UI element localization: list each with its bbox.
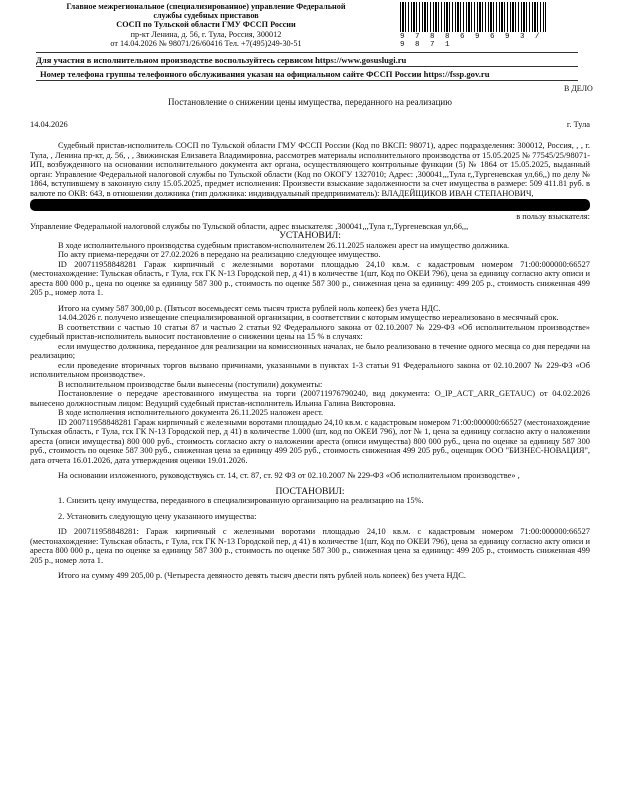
document-body: [30, 98, 590, 581]
paragraph: В соответствии с частью 10 статьи 87 и частью 2 статьи 92 Федерального закона от 02.10.2007 № 229-ФЗ «Об исполнительном производстве» судебный пристав-исполнитель выносит постановление о снижении цены на 15 % в случаях:: [30, 322, 590, 341]
paragraph: 2. Установить следующую цену указанного имущества:: [58, 511, 257, 521]
paragraph: В исполнительном производстве были вынесены (поступили) документы:: [58, 379, 323, 389]
org-line-1: Главное межрегиональное (специализированное) управление Федеральной: [66, 2, 346, 11]
ustanovil-heading: УСТАНОВИЛ:: [279, 230, 341, 241]
redaction-bar: [30, 199, 590, 211]
paragraph: ID 200711958848281 Гараж кирпичный с железными воротами площадью 24,10 кв.м. с кадастровым номером 71:00:000000:66527 (местонахождение: Тульская область, г Тула, гск ГК N-13 Городской пер, д 41) в количестве 1(шт, Код по ОКЕИ 796), цена за единицу согласно акту описи и ареста 800 000 р., цена по оценке за единицу 587 300 р., стоимость по оценке 587 300 р., сниженная цена за единицу: 499 205 р., стоимость сниженная 499 205 р., номер лота 1.: [30, 259, 590, 297]
phone-line: Номер телефона группы телефонного обслуживания указан на официальном сайте ФССП России https://fssp.gov.ru: [40, 69, 490, 79]
v-delo: В ДЕЛО: [564, 84, 593, 93]
barcode-number: 9 7 8 8 6 9 6 9 3 / 9 8 7 1: [400, 33, 543, 49]
barcode-bars: [400, 2, 546, 32]
document-title: Постановление о снижении цены имущества, переданного на реализацию: [168, 97, 452, 107]
divider: [36, 52, 578, 53]
doc-reg-line: от 14.04.2026 № 98071/26/60416 Тел. +7(495)249-30-51: [110, 38, 302, 48]
intro-paragraph: Судебный пристав-исполнитель СОСП по Тульской области ГМУ ФССП России (Код по ВКСП: 98071), адрес подразделения: 300012, Россия, , , г. Тула, , Ленина пр-кт, д. 56, , , Звижинская Елизавета Владимировна, рассмотрев материалы исполнительного производства от 15.05.2025 № 77545/25/98071-ИП, возбужденного на основании исполнительного документа акт органа, осуществляющего контрольные функции (5) № 1864 от 15.05.2025, выданный орган: Управление Федеральной налоговой службы по Тульской области (Код по ОКОГУ 1327010; Адрес: ,300041,,,Тула г,,Тургеневская ул,66,,) по делу № 1864, вступившему в законную силу 15.05.2025, предмет исполнения: Произвести взыскание задолженности за счет имущества в размере: 509 411.81 руб. в валюте по ОКВ: 643, в отношении должника (тип должника: индивидуальный предприниматель): ВЛАДЕЙЩИКОВ ИВАН СТЕПАНОВИЧ,: [30, 141, 590, 198]
org-address: пр-кт Ленина, д. 56, г. Тула, Россия, 300012: [130, 29, 282, 39]
paragraph: ID 200711958848281: Гараж кирпичный с железными воротами площадью 24,10 кв.м. с кадастровым номером 71:00:000000:66527 (местонахождение: Тульская область, г Тула, гск ГК N-13 Городской пер, д 41) в количестве 1(шт, Код по ОКЕИ 796), цена за единицу согласно акту описи и ареста 800 000 р., цена по оценке за единицу 587 300 р., стоимость по оценке 587 300 р., сниженная цена за единицу: 499 205 р., стоимость сниженная 499 205 р., номер лота 1.: [30, 527, 590, 565]
paragraph: Итого на сумму 587 300,00 р. (Пятьсот восемьдесят семь тысяч триста рублей ноль копеек) без учета НДС.: [58, 303, 441, 313]
paragraph: ID 200711958848281 Гараж кирпичный с железными воротами площадью 24,10 кв.м. с кадастровым номером 71:00:000000:66527 (местонахождение Тульская область, г Тула, гск ГК N-13 Городской пер, д 41) в количестве 1.000 (шт, код по ОКЕИ 796), лот № 1, цена за единицу согласно акту о наложении ареста (описи имущества) 800 000 руб., стоимость согласно акту о наложении ареста (описи имущества) 800 000 руб., цена по оценке за единицу 587 300 руб., стоимость по оценке 587 300 руб., сниженная цена за единицу 499 205 руб., стоимость сниженная 499 205 руб., оценщик ООО "БИЗНЕС-НОВАЦИЯ", дата отчета 16.01.2026, дата утверждения оценки 19.01.2026.: [30, 417, 590, 465]
paragraph: если имущество должника, переданное для реализации на комиссионных началах, не было реализовано в течение одного месяца со дня передачи на реализацию;: [30, 341, 590, 360]
barcode: [400, 2, 546, 49]
paragraph: В ходе исполнения исполнительного документа 26.11.2025 наложен арест.: [58, 408, 324, 417]
gosuslugi-line: Для участия в исполнительном производстве воспользуйтесь сервисом https://www.gosuslugi.ru: [36, 55, 407, 65]
paragraph: По акту приема-передачи от 27.02.2026 в передано на реализацию следующее имущество.: [58, 250, 381, 259]
document-city: г. Тула: [566, 119, 590, 129]
divider: [36, 80, 578, 81]
in-favor-label: в пользу взыскателя:: [516, 212, 590, 221]
org-line-2: службы судебных приставов: [153, 11, 259, 21]
org-header: [36, 2, 376, 48]
paragraph: 14.04.2026 г. получено извещение специализированной организации, в соответствии с которым имущество нереализовано в месячный срок.: [58, 313, 559, 322]
paragraph: 1. Снизить цену имущества, переданного в специализированную организацию на реализацию на 15%.: [58, 496, 424, 505]
paragraph: Итого на сумму 499 205,00 р. (Четыреста девяносто девять тысяч двести пять рублей ноль копеек) без учета НДС.: [58, 571, 466, 580]
paragraph: если проведение вторичных торгов вызвано причинами, указанными в пунктах 1-3 статьи 91 Федерального закона от 02.10.2007 № 229-ФЗ «Об исполнительном производстве».: [30, 360, 590, 379]
claimant-text: Управление Федеральной налоговой службы по Тульской области, адрес взыскателя: ,300041,,,Тула г,,Тургеневская ул,66,,,: [30, 221, 469, 231]
paragraph: В ходе исполнительного производства судебным приставом-исполнителем 26.11.2025 наложен арест на имущество должника.: [58, 240, 510, 250]
org-line-3: СОСП по Тульской области ГМУ ФССП России: [116, 20, 296, 30]
postanovil-heading: ПОСТАНОВИЛ:: [275, 485, 345, 497]
paragraph: На основании изложенного, руководствуясь ст. 14, ст. 87, ст. 92 ФЗ от 02.10.2007 № 229-ФЗ «Об исполнительном производстве» ,: [58, 471, 520, 480]
document-date: 14.04.2026: [30, 119, 68, 129]
paragraph: Постановление о передаче арестованного имущества на торги (200711976790240, вид документа: O_IP_ACT_ARR_GETAUC) от 04.02.2026 вынесено должностным лицом: Ведущий судебный пристав-исполнитель Ильина Галина Викторовна.: [30, 389, 590, 408]
divider: [36, 66, 578, 67]
